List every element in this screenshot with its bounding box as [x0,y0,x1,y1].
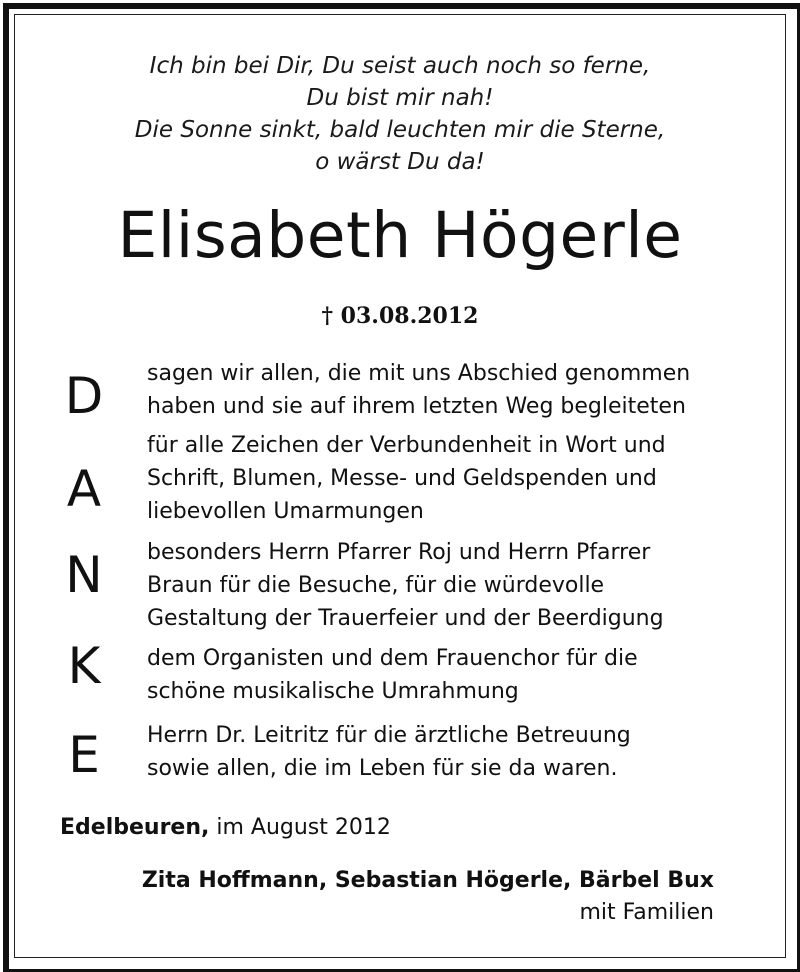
thanks-paragraph-n [147,536,767,635]
thanks-line: haben und sie auf ihrem letzten Weg begleiteten [147,394,686,419]
thanks-line: besonders Herrn Pfarrer Roj und Herrn Pfarrer [147,540,651,565]
thanks-line: schöne musikalische Umrahmung [147,679,519,704]
thanks-line: Gestaltung der Trauerfeier und der Beerdigung [147,606,664,631]
place-date: im August 2012 [209,815,391,840]
place-and-date [60,813,391,843]
thanks-line: Schrift, Blumen, Messe- und Geldspenden und [147,466,657,491]
acrostic-letter-n: N [65,546,103,604]
signer-family: mit Familien [579,900,714,925]
thanks-paragraph-a [147,429,767,528]
poem [0,50,800,178]
acrostic-letter-a: A [66,460,102,518]
poem-line: Du bist mir nah! [306,85,494,111]
poem-line: Ich bin bei Dir, Du seist auch noch so ferne, [149,53,651,79]
poem-line: Die Sonne sinkt, bald leuchten mir die Sterne, [134,117,666,143]
thanks-line: sowie allen, die im Leben für sie da waren. [147,756,618,781]
acrostic-letter-d: D [64,367,104,425]
thanks-line: liebevollen Umarmungen [147,499,424,524]
thanks-line: Herrn Dr. Leitritz für die ärztliche Betreuung [147,723,631,748]
thanks-paragraph-d [147,357,767,423]
thanks-line: Braun für die Besuche, für die würdevolle [147,573,605,598]
signer-names: Zita Hoffmann, Sebastian Högerle, Bärbel Bux [141,868,714,893]
death-date: † 03.08.2012 [321,303,479,329]
thanks-line: dem Organisten und dem Frauenchor für die [147,646,638,671]
thanks-paragraph-e [147,719,767,785]
acrostic-letter-k: K [67,637,101,695]
thanks-line: sagen wir allen, die mit uns Abschied genommen [147,361,691,386]
signers [142,865,714,929]
poem-line: o wärst Du da! [315,149,485,175]
deceased-name: Elisabeth Högerle [117,199,683,272]
thanks-paragraph-k [147,642,767,708]
place-town: Edelbeuren, [60,815,210,840]
acrostic-letter-e: E [68,726,100,784]
thanks-line: für alle Zeichen der Verbundenheit in Wort und [147,433,666,458]
